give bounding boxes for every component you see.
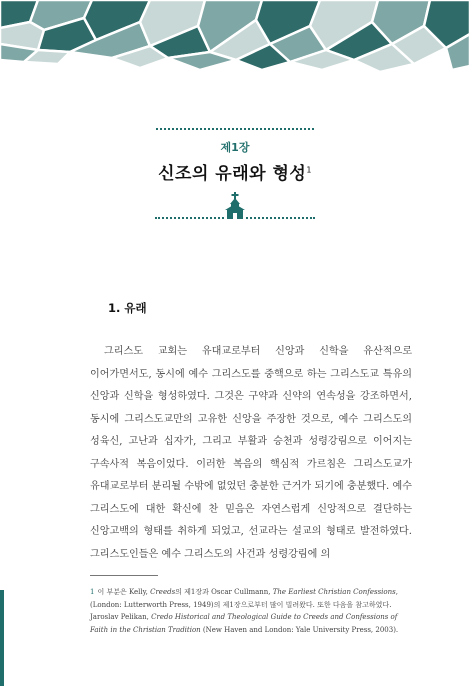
- body-paragraph: 그리스도 교회는 유대교로부터 신앙과 신학을 유산적으로 이어가면서도, 동시에 예수 그리스도를 중핵으로 하는 그리스도교 특유의 신앙과 신학을 형성하였다. 그것은 구약과 신약의 연속성을 강조하면서, 동시에 그리스도교만의 고유한 신앙을 주장한 것으로, 예수 그리스도의 성육신, 고난과 십자가, 그리고 부활과 승천과 성령강림으로 이어지는 구속사적 복음이었다. 이러한 복음의 핵심적 가르침은 그리스도교가 유대교로부터 분리될 수밖에 없었던 충분한 근거가 되기에 충분했다. 예수 그리스도에 대한 확신에 찬 믿음은 자연스럽게 신앙적으로 결단하는 신앙고백의 형태를 취하게 되었고, 선교라는 설교의 형태로 발전하였다. 그리스도인들은 예수 그리스도의 사건과 성령강림에 의: [90, 346, 412, 560]
- footnote: [90, 586, 415, 636]
- footnote-title-2: The Earliest Christian Confessions: [272, 588, 396, 596]
- dotted-rule-top: [156, 128, 314, 130]
- footnote-ref: 1: [306, 165, 312, 175]
- footnote-rule: [90, 575, 158, 576]
- chapter-title-text: 신조의 유래와 형성: [158, 164, 307, 184]
- footnote-title-1: Creeds: [150, 588, 176, 596]
- section-heading: 1. 유래: [108, 301, 147, 315]
- footnote-text-1: 이 부분은 Kelly,: [97, 588, 151, 596]
- footnote-text-2: 의 제1장과 Oscar Cullmann,: [175, 588, 273, 596]
- church-icon: [224, 192, 246, 220]
- footnote-title-3: Credo Historical and Theological Guide to Creeds and Confessions of Faith in the Christian Tradition: [90, 613, 398, 634]
- mosaic-header: [0, 0, 470, 80]
- chapter-ornament: [0, 192, 470, 220]
- chapter-title: [0, 159, 470, 184]
- footnote-text-4: (New Haven and London: Yale University Press, 2003).: [200, 625, 399, 634]
- footnote-text-3: , (London: Lutterworth Press, 1949)의 제1장으로부터 많이 빌려왔다. 또한 다음을 참고하였다. Jaroslav Pelikan,: [90, 588, 398, 621]
- page-edge-bar: [0, 590, 4, 686]
- footnote-number: 1: [90, 588, 95, 596]
- chapter-label: 제1장: [220, 141, 250, 154]
- chapter-header: [0, 128, 470, 184]
